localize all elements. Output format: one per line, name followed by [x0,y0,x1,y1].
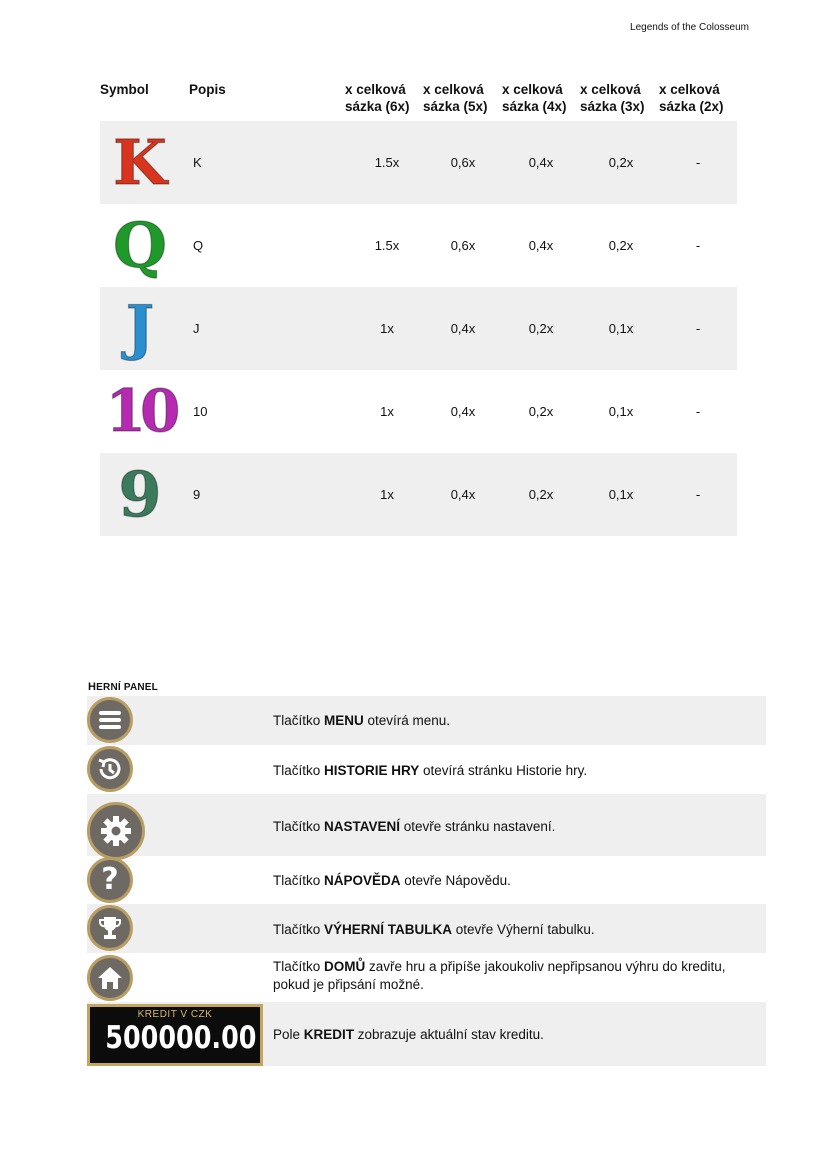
symbol-q-icon [100,204,180,287]
help-button-description: Tlačítko NÁPOVĚDA otevře Nápovědu. [273,873,511,888]
payout-value: - [695,238,701,253]
credit-field-description: Pole KREDIT zobrazuje aktuální stav kreditu. [273,1027,544,1042]
settings-button-description: Tlačítko NASTAVENÍ otevře stránku nastavení. [273,819,556,834]
payout-value: 1x [380,321,394,336]
payout-value: 0,2x [528,487,554,502]
menu-button-description: Tlačítko MENU otevírá menu. [273,713,451,728]
panel-row-history [87,745,766,794]
symbol-label: J [193,321,200,336]
paytable-row [100,453,737,536]
home-button-description: Tlačítko DOMŮ zavře hru a připíše jakoukoliv nepřipsanou výhru do kreditu, pokud je připsání možné. [273,959,726,992]
paytable-row [100,287,737,370]
column-header-symbol: Symbol [100,82,149,97]
credit-value: 500000.00 [105,1020,257,1056]
column-header-4x: x celková sázka (4x) [502,82,567,114]
payout-value: 0,2x [528,321,554,336]
panel-row-help [87,856,766,904]
column-header-2x: x celková sázka (2x) [659,82,724,114]
column-header-5x: x celková sázka (5x) [423,82,488,114]
payout-value: 1.5x [374,238,400,253]
document-header-title: Legends of the Colosseum [630,22,749,33]
section-title-game-panel: HERNÍ PANEL [88,681,158,693]
payout-value: 1x [380,487,394,502]
payout-value: 0,6x [450,155,476,170]
home-icon [87,955,133,1001]
payout-value: 0,4x [450,487,476,502]
panel-row-menu [87,696,766,745]
paytable-row [100,204,737,287]
paytable-header [100,81,737,122]
payout-value: 0,2x [528,404,554,419]
symbol-glyph: J [125,293,155,363]
symbol-9-icon [100,453,180,536]
payout-value: 0,2x [608,155,634,170]
symbol-glyph: 9 [118,458,162,531]
payout-value: 1x [380,404,394,419]
history-button-description: Tlačítko HISTORIE HRY otevírá stránku Historie hry. [273,763,588,778]
menu-icon [87,697,133,743]
payout-value: 0,4x [528,238,554,253]
payout-value: 1.5x [374,155,400,170]
paytable-row [100,370,737,453]
trophy-icon [87,905,133,951]
panel-row-paytable [87,904,766,953]
payout-value: 0,6x [450,238,476,253]
symbol-glyph: 10 [105,377,175,445]
column-header-description: Popis [189,82,226,97]
payout-value: - [695,404,701,419]
payout-value: 0,4x [450,404,476,419]
panel-row-home [87,953,766,1002]
symbol-label: K [193,155,202,170]
credit-display [87,1004,263,1066]
history-icon [87,746,133,792]
payout-value: 0,1x [608,321,634,336]
gear-icon [87,802,145,860]
symbol-label: 9 [193,487,201,502]
paytable-button-description: Tlačítko VÝHERNÍ TABULKA otevře Výherní tabulku. [273,922,595,937]
payout-value: - [695,487,701,502]
symbol-j-icon [100,287,180,370]
column-header-3x: x celková sázka (3x) [580,82,645,114]
panel-row-settings [87,794,766,856]
payout-value: 0,4x [528,155,554,170]
payout-value: 0,1x [608,404,634,419]
symbol-k-icon [100,121,180,204]
symbol-label: Q [193,238,204,253]
symbol-glyph: K [113,126,167,199]
paytable-row [100,121,737,204]
column-header-6x: x celková sázka (6x) [345,82,410,114]
symbol-glyph: Q [112,209,167,282]
panel-row-credit [87,1002,766,1066]
payout-value: 0,2x [608,238,634,253]
credit-caption: KREDIT V CZK [137,1009,213,1020]
symbol-10-icon [100,370,180,453]
question-icon: ? [87,857,133,903]
payout-value: 0,1x [608,487,634,502]
payout-value: 0,4x [450,321,476,336]
symbol-label: 10 [193,404,208,419]
payout-value: - [695,321,701,336]
payout-value: - [695,155,701,170]
